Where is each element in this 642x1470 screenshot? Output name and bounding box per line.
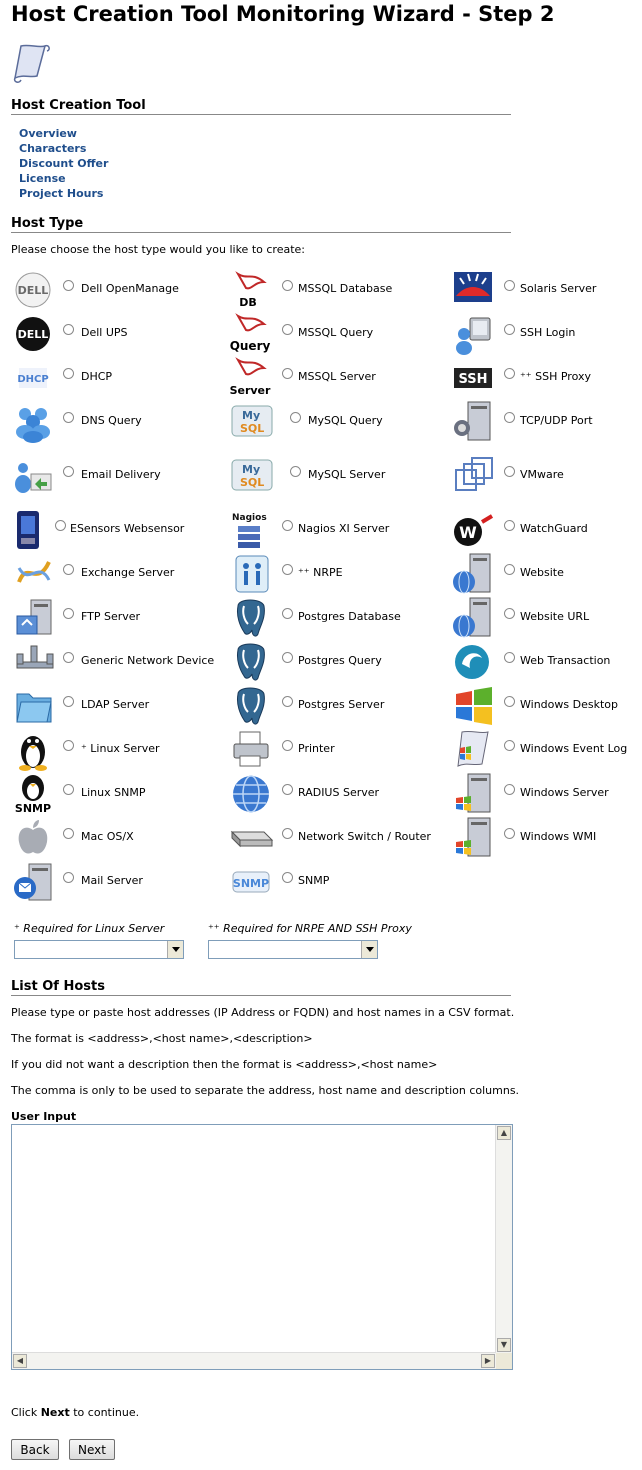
host-type-option[interactable] bbox=[452, 400, 642, 442]
host-type-option[interactable] bbox=[230, 454, 450, 496]
host-type-label: DNS Query bbox=[81, 414, 142, 427]
host-type-radio[interactable] bbox=[63, 872, 74, 883]
host-type-radio[interactable] bbox=[504, 520, 515, 531]
host-type-option[interactable] bbox=[452, 596, 642, 638]
svg-text:DELL: DELL bbox=[17, 328, 49, 341]
host-type-option[interactable] bbox=[13, 860, 233, 902]
host-type-label: Website bbox=[520, 566, 564, 579]
host-type-label: Windows Event Log bbox=[520, 742, 628, 755]
host-type-option[interactable] bbox=[230, 640, 450, 682]
host-type-radio[interactable] bbox=[282, 652, 293, 663]
host-type-label: Postgres Database bbox=[298, 610, 401, 623]
continue-instruction bbox=[11, 1406, 139, 1419]
vmware-icon bbox=[452, 454, 496, 498]
host-type-radio[interactable] bbox=[504, 652, 515, 663]
svg-text:SQL: SQL bbox=[240, 476, 265, 489]
globe-icon bbox=[230, 772, 274, 816]
host-type-option[interactable] bbox=[230, 860, 450, 902]
dhcp-icon bbox=[13, 356, 57, 400]
linux-requirement-note: ⁺ Required for Linux Server bbox=[14, 922, 165, 935]
host-type-option[interactable] bbox=[13, 640, 233, 682]
host-type-label: Network Switch / Router bbox=[298, 830, 431, 843]
host-type-option[interactable] bbox=[452, 728, 642, 770]
host-type-radio[interactable] bbox=[63, 564, 74, 575]
tool-section-title: Host Creation Tool bbox=[11, 98, 511, 115]
host-type-radio[interactable] bbox=[63, 368, 74, 379]
host-type-radio[interactable] bbox=[282, 368, 293, 379]
mssql-server-icon bbox=[230, 356, 274, 400]
host-type-option[interactable] bbox=[13, 816, 233, 858]
host-type-option[interactable] bbox=[230, 268, 450, 310]
host-type-option[interactable] bbox=[13, 312, 233, 354]
host-type-option[interactable] bbox=[452, 508, 642, 550]
page-title: Host Creation Tool Monitoring Wizard - Step 2 bbox=[11, 2, 555, 26]
svg-text:DELL: DELL bbox=[17, 284, 49, 297]
host-type-label: LDAP Server bbox=[81, 698, 150, 711]
scroll-down-icon[interactable]: ▼ bbox=[497, 1338, 511, 1352]
host-type-label: Dell UPS bbox=[81, 326, 128, 339]
windows-server-icon bbox=[452, 772, 496, 816]
svg-text:DHCP: DHCP bbox=[17, 374, 49, 385]
host-type-option[interactable] bbox=[13, 552, 233, 594]
scroll-left-icon[interactable]: ◀ bbox=[13, 1354, 27, 1368]
svg-text:SSH: SSH bbox=[458, 372, 488, 387]
host-type-label: Dell OpenManage bbox=[81, 282, 179, 295]
host-type-radio[interactable] bbox=[504, 368, 515, 379]
host-type-label: ⁺⁺ NRPE bbox=[298, 566, 343, 579]
host-type-label: ⁺ Linux Server bbox=[81, 742, 160, 755]
host-type-option[interactable] bbox=[230, 356, 450, 398]
mssql-db-icon bbox=[230, 268, 274, 312]
host-type-radio[interactable] bbox=[63, 696, 74, 707]
svg-text:Server: Server bbox=[230, 384, 271, 397]
host-type-radio[interactable] bbox=[282, 564, 293, 575]
host-type-title: Host Type bbox=[11, 216, 511, 233]
host-type-radio[interactable] bbox=[63, 740, 74, 751]
link-project-hours[interactable]: Project Hours bbox=[19, 187, 104, 200]
hosts-instructions-4: The comma is only to be used to separate the address, host name and description columns. bbox=[11, 1084, 520, 1097]
svg-text:Query: Query bbox=[230, 339, 271, 353]
host-type-radio[interactable] bbox=[282, 828, 293, 839]
host-type-option[interactable] bbox=[230, 508, 450, 550]
link-characters[interactable]: Characters bbox=[19, 142, 87, 155]
ldap-folder-icon bbox=[13, 684, 57, 728]
tool-links bbox=[19, 126, 108, 201]
host-type-radio[interactable] bbox=[504, 696, 515, 707]
scroll-right-icon[interactable]: ▶ bbox=[481, 1354, 495, 1368]
host-type-option[interactable] bbox=[452, 312, 642, 354]
esensor-icon bbox=[13, 508, 57, 552]
network-device-icon bbox=[13, 640, 57, 684]
ftp-server-icon bbox=[13, 596, 57, 640]
host-type-radio[interactable] bbox=[63, 652, 74, 663]
vertical-scrollbar[interactable] bbox=[495, 1125, 512, 1353]
host-type-radio[interactable] bbox=[63, 324, 74, 335]
windows-wmi-icon bbox=[452, 816, 496, 860]
host-type-option[interactable] bbox=[13, 684, 233, 726]
back-button[interactable]: Back bbox=[11, 1439, 59, 1460]
host-type-radio[interactable] bbox=[504, 740, 515, 751]
host-type-radio[interactable] bbox=[63, 466, 74, 477]
hosts-instructions-3: If you did not want a description then the format is <address>,<host name> bbox=[11, 1058, 438, 1071]
host-type-radio[interactable] bbox=[504, 280, 515, 291]
host-type-radio[interactable] bbox=[282, 520, 293, 531]
host-type-option[interactable] bbox=[230, 728, 450, 770]
host-type-option[interactable] bbox=[230, 816, 450, 858]
svg-text:DB: DB bbox=[239, 296, 257, 309]
scrollbar-corner bbox=[496, 1353, 512, 1369]
host-type-radio[interactable] bbox=[282, 608, 293, 619]
host-type-label: MySQL Query bbox=[308, 414, 383, 427]
host-type-radio[interactable] bbox=[63, 280, 74, 291]
watchguard-icon bbox=[452, 508, 496, 552]
host-type-option[interactable] bbox=[13, 268, 233, 310]
host-type-label: VMware bbox=[520, 468, 564, 481]
host-type-label: Mail Server bbox=[81, 874, 143, 887]
host-type-option[interactable] bbox=[230, 772, 450, 814]
dell-icon bbox=[13, 268, 57, 312]
host-type-label: Windows Server bbox=[520, 786, 609, 799]
host-type-label: Exchange Server bbox=[81, 566, 175, 579]
switch-icon bbox=[230, 816, 274, 860]
hosts-instructions-2: The format is <address>,<host name>,<description> bbox=[11, 1032, 313, 1045]
snmp-icon bbox=[230, 860, 274, 904]
host-type-label: MSSQL Query bbox=[298, 326, 374, 339]
nrpe-icon bbox=[230, 552, 274, 596]
host-type-label: DHCP bbox=[81, 370, 113, 383]
host-type-label: Windows WMI bbox=[520, 830, 597, 843]
host-type-option[interactable] bbox=[452, 454, 642, 496]
postgres-icon bbox=[230, 596, 274, 640]
host-type-label: Solaris Server bbox=[520, 282, 597, 295]
host-type-radio[interactable] bbox=[504, 828, 515, 839]
web-transaction-icon bbox=[452, 640, 496, 684]
svg-text:SNMP: SNMP bbox=[232, 877, 270, 890]
scroll-up-icon[interactable]: ▲ bbox=[497, 1126, 511, 1140]
printer-icon bbox=[230, 728, 274, 772]
host-type-option[interactable] bbox=[13, 508, 233, 550]
dns-users-icon bbox=[13, 400, 57, 444]
svg-text:Nagios: Nagios bbox=[232, 513, 267, 523]
host-type-radio[interactable] bbox=[504, 564, 515, 575]
link-license[interactable]: License bbox=[19, 172, 66, 185]
hosts-instructions-1: Please type or paste host addresses (IP Address or FQDN) and host names in a CSV format. bbox=[11, 1006, 515, 1019]
host-type-option[interactable] bbox=[230, 552, 450, 594]
host-type-option[interactable] bbox=[452, 640, 642, 682]
continue-next-word: Next bbox=[40, 1406, 70, 1419]
host-type-radio[interactable] bbox=[504, 784, 515, 795]
list-of-hosts-title: List Of Hosts bbox=[11, 979, 511, 996]
continue-prefix: Click bbox=[11, 1406, 41, 1419]
host-type-option[interactable] bbox=[452, 552, 642, 594]
host-type-label: TCP/UDP Port bbox=[520, 414, 593, 427]
host-type-radio[interactable] bbox=[63, 828, 74, 839]
host-type-option[interactable] bbox=[13, 454, 233, 496]
svg-text:SNMP: SNMP bbox=[14, 802, 52, 815]
linux-server-select[interactable] bbox=[14, 940, 184, 959]
horizontal-scrollbar[interactable] bbox=[12, 1352, 496, 1369]
next-button[interactable]: Next bbox=[69, 1439, 115, 1460]
mssql-query-icon bbox=[230, 312, 274, 356]
host-type-label: Nagios XI Server bbox=[298, 522, 390, 535]
host-type-radio[interactable] bbox=[282, 324, 293, 335]
host-type-label: WatchGuard bbox=[520, 522, 588, 535]
host-type-option[interactable] bbox=[13, 400, 233, 442]
host-type-radio[interactable] bbox=[504, 412, 515, 423]
host-type-label: ⁺⁺ SSH Proxy bbox=[520, 370, 591, 383]
host-type-option[interactable] bbox=[452, 816, 642, 858]
svg-text:My: My bbox=[242, 463, 261, 476]
svg-text:SQL: SQL bbox=[240, 422, 265, 435]
continue-suffix: to continue. bbox=[69, 1406, 140, 1419]
mysql-icon bbox=[230, 400, 274, 444]
host-type-option[interactable] bbox=[13, 356, 233, 398]
host-type-radio[interactable] bbox=[282, 784, 293, 795]
host-type-label: SSH Login bbox=[520, 326, 576, 339]
host-type-option[interactable] bbox=[452, 268, 642, 310]
host-type-label: MySQL Server bbox=[308, 468, 386, 481]
host-type-radio[interactable] bbox=[63, 784, 74, 795]
host-type-option[interactable] bbox=[230, 312, 450, 354]
host-type-radio[interactable] bbox=[63, 608, 74, 619]
link-discount-offer[interactable]: Discount Offer bbox=[19, 157, 109, 170]
postgres-icon bbox=[230, 640, 274, 684]
event-log-icon bbox=[452, 728, 496, 772]
windows-logo-icon bbox=[452, 684, 496, 728]
host-type-radio[interactable] bbox=[55, 520, 66, 531]
ssh-login-icon bbox=[452, 312, 496, 356]
user-input-textarea[interactable] bbox=[11, 1124, 513, 1370]
nrpe-proxy-select[interactable] bbox=[208, 940, 378, 959]
host-type-option[interactable] bbox=[452, 684, 642, 726]
nrpe-requirement-note: ⁺⁺ Required for NRPE AND SSH Proxy bbox=[208, 922, 412, 935]
host-type-label: RADIUS Server bbox=[298, 786, 380, 799]
host-type-label: FTP Server bbox=[81, 610, 141, 623]
host-type-intro: Please choose the host type would you like to create: bbox=[11, 243, 305, 256]
host-type-option[interactable] bbox=[230, 596, 450, 638]
host-type-radio[interactable] bbox=[504, 466, 515, 477]
mysql-icon bbox=[230, 454, 274, 498]
website-url-icon bbox=[452, 596, 496, 640]
host-type-label: SNMP bbox=[298, 874, 330, 887]
apple-icon bbox=[13, 816, 57, 860]
host-type-option[interactable] bbox=[452, 356, 642, 398]
host-type-option[interactable] bbox=[230, 684, 450, 726]
host-type-label: Email Delivery bbox=[81, 468, 161, 481]
host-type-label: Postgres Server bbox=[298, 698, 385, 711]
tux-icon bbox=[13, 728, 57, 772]
user-input-label: User Input bbox=[11, 1110, 77, 1123]
exchange-icon bbox=[13, 552, 57, 596]
scroll-icon bbox=[11, 42, 53, 84]
host-type-option[interactable] bbox=[230, 400, 450, 442]
host-type-option[interactable] bbox=[13, 596, 233, 638]
host-type-label: Windows Desktop bbox=[520, 698, 618, 711]
host-type-option[interactable] bbox=[13, 728, 233, 770]
host-type-label: Web Transaction bbox=[520, 654, 611, 667]
host-type-option[interactable] bbox=[452, 772, 642, 814]
host-type-label: ESensors Websensor bbox=[70, 522, 185, 535]
mail-server-icon bbox=[13, 860, 57, 904]
dell-black-icon bbox=[13, 312, 57, 356]
host-type-option[interactable] bbox=[13, 772, 233, 814]
host-type-label: MSSQL Server bbox=[298, 370, 376, 383]
host-type-radio[interactable] bbox=[282, 872, 293, 883]
host-type-label: Postgres Query bbox=[298, 654, 382, 667]
host-type-radio[interactable] bbox=[504, 324, 515, 335]
svg-text:W: W bbox=[459, 523, 477, 542]
svg-text:My: My bbox=[242, 409, 261, 422]
tux-snmp-icon bbox=[13, 772, 57, 816]
host-type-label: Mac OS/X bbox=[81, 830, 134, 843]
host-type-radio[interactable] bbox=[63, 412, 74, 423]
host-type-label: Linux SNMP bbox=[81, 786, 146, 799]
host-type-radio[interactable] bbox=[290, 412, 301, 423]
chevron-down-icon[interactable] bbox=[361, 941, 377, 958]
solaris-icon bbox=[452, 268, 496, 312]
postgres-icon bbox=[230, 684, 274, 728]
email-delivery-icon bbox=[13, 454, 57, 498]
host-type-radio[interactable] bbox=[282, 696, 293, 707]
host-type-label: MSSQL Database bbox=[298, 282, 393, 295]
host-type-label: Generic Network Device bbox=[81, 654, 215, 667]
host-type-radio[interactable] bbox=[282, 280, 293, 291]
host-type-label: Website URL bbox=[520, 610, 590, 623]
nagios-icon bbox=[230, 508, 274, 552]
host-type-radio[interactable] bbox=[282, 740, 293, 751]
tcp-port-icon bbox=[452, 400, 496, 444]
host-type-label: Printer bbox=[298, 742, 335, 755]
link-overview[interactable]: Overview bbox=[19, 127, 77, 140]
host-type-radio[interactable] bbox=[504, 608, 515, 619]
chevron-down-icon[interactable] bbox=[167, 941, 183, 958]
website-icon bbox=[452, 552, 496, 596]
ssh-icon bbox=[452, 356, 496, 400]
host-type-radio[interactable] bbox=[290, 466, 301, 477]
